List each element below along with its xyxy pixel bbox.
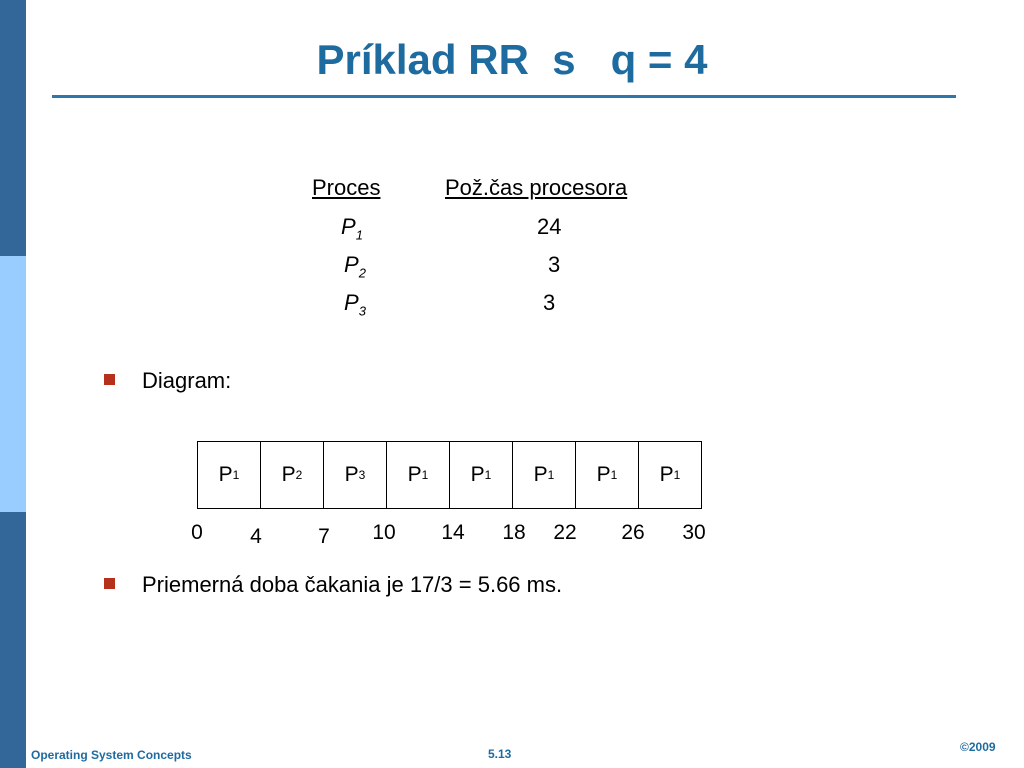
gantt-tick: 0 [191, 521, 203, 544]
bullet-average-waiting-time: Priemerná doba čakania je 17/3 = 5.66 ms. [142, 572, 563, 597]
process-name-3: $P_3$ [344, 290, 366, 319]
bullet-diagram: Diagram: [142, 368, 232, 393]
title-underline [52, 95, 956, 98]
gantt-tick: 7 [318, 525, 330, 548]
burst-time-1: 24 [537, 214, 562, 239]
footer-slide-number: 5.13 [488, 747, 512, 761]
footer-book-title: Operating System Concepts [31, 748, 192, 762]
gantt-tick: 22 [553, 521, 577, 544]
gantt-tick: 14 [441, 521, 465, 544]
header-burst-time: Pož.čas procesora [445, 175, 628, 200]
gantt-tick: 30 [682, 521, 706, 544]
gantt-cell: P 1 [576, 442, 639, 508]
gantt-cell: P 1 [659, 463, 681, 486]
process-name-2: $P_2$ [344, 252, 366, 281]
gantt-cell: P 2 [261, 442, 324, 508]
gantt-tick: 18 [502, 521, 526, 544]
gantt-tick: 10 [372, 521, 396, 544]
gantt-chart [197, 441, 702, 509]
left-band-middle [0, 256, 26, 512]
gantt-cell: P 1 [513, 442, 576, 508]
gantt-cell: P 1 [387, 442, 450, 508]
gantt-tick: 26 [621, 521, 645, 544]
burst-time-2: 3 [548, 252, 561, 277]
process-name-1: $P_1$ [341, 214, 363, 243]
gantt-cell: P 3 [324, 442, 387, 508]
slide-title: Príklad RR s q = 4 [316, 36, 708, 83]
gantt-cell: P 1 [198, 442, 261, 508]
gantt-cell: P 1 [450, 442, 513, 508]
gantt-tick: 4 [250, 525, 262, 548]
bullet-marker [104, 374, 115, 385]
header-process: Proces [312, 175, 381, 200]
bullet-marker [104, 578, 115, 589]
left-band-bottom [0, 512, 26, 768]
burst-time-3: 3 [543, 290, 556, 315]
footer-copyright: ©2009 [960, 740, 996, 754]
